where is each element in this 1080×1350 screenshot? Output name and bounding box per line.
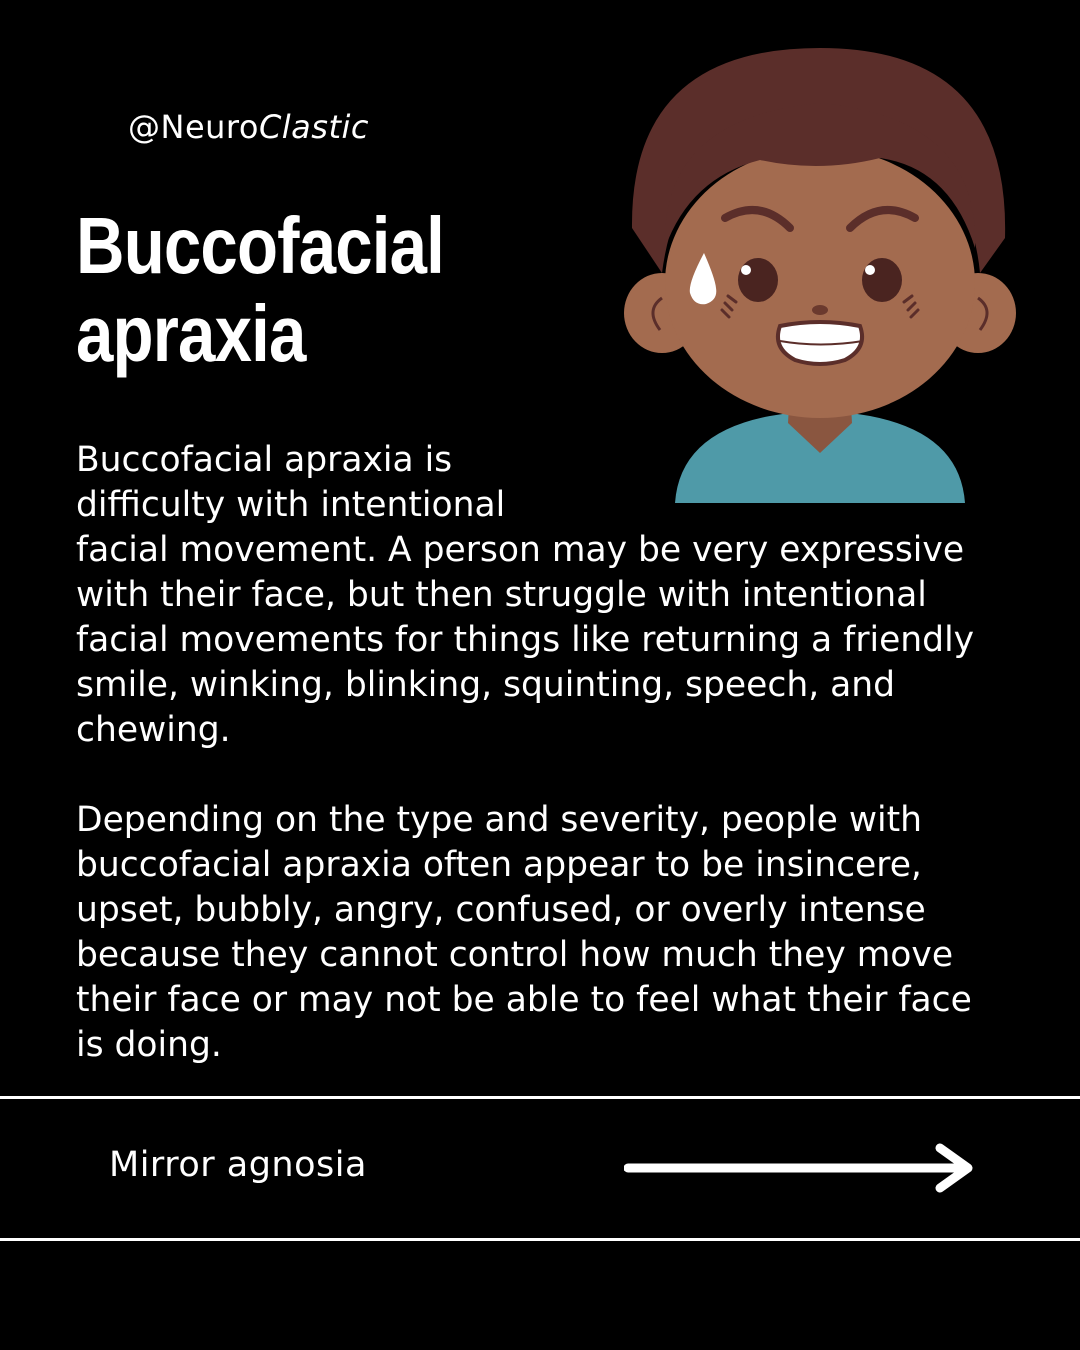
handle-prefix: @Neuro <box>128 108 259 146</box>
paragraph-2: Depending on the type and severity, people with buccofacial apraxia often appear to be insincere, upset, bubbly, angry, confused, or overly intense because they cannot control how much they move their face or may not be able to feel what their face is doing. <box>76 800 972 1065</box>
right-eye <box>862 258 902 302</box>
title-line-2: apraxia <box>76 289 306 378</box>
body-text <box>76 438 996 1068</box>
paragraph-1 <box>76 438 996 753</box>
left-eye <box>738 258 778 302</box>
nose <box>812 305 828 315</box>
next-slide-label: Mirror agnosia <box>109 1145 367 1185</box>
right-eye-highlight <box>865 265 875 275</box>
left-eye-highlight <box>741 265 751 275</box>
divider-bottom <box>0 1238 1080 1241</box>
handle <box>128 108 369 146</box>
handle-suffix: Clastic <box>258 108 369 146</box>
title-line-1: Buccofacial <box>76 201 444 290</box>
page-title <box>76 202 471 378</box>
paragraph-1-text: Buccofacial apraxia is difficulty with intentional facial movement. A person may be very expressive with their face, but then struggle with intentional facial movements for things like returning a friendly smile, winking, blinking, squinting, speech, and chewing. <box>76 440 975 750</box>
arrow-right-icon[interactable] <box>624 1143 976 1193</box>
next-slide-link[interactable] <box>0 1099 1080 1238</box>
